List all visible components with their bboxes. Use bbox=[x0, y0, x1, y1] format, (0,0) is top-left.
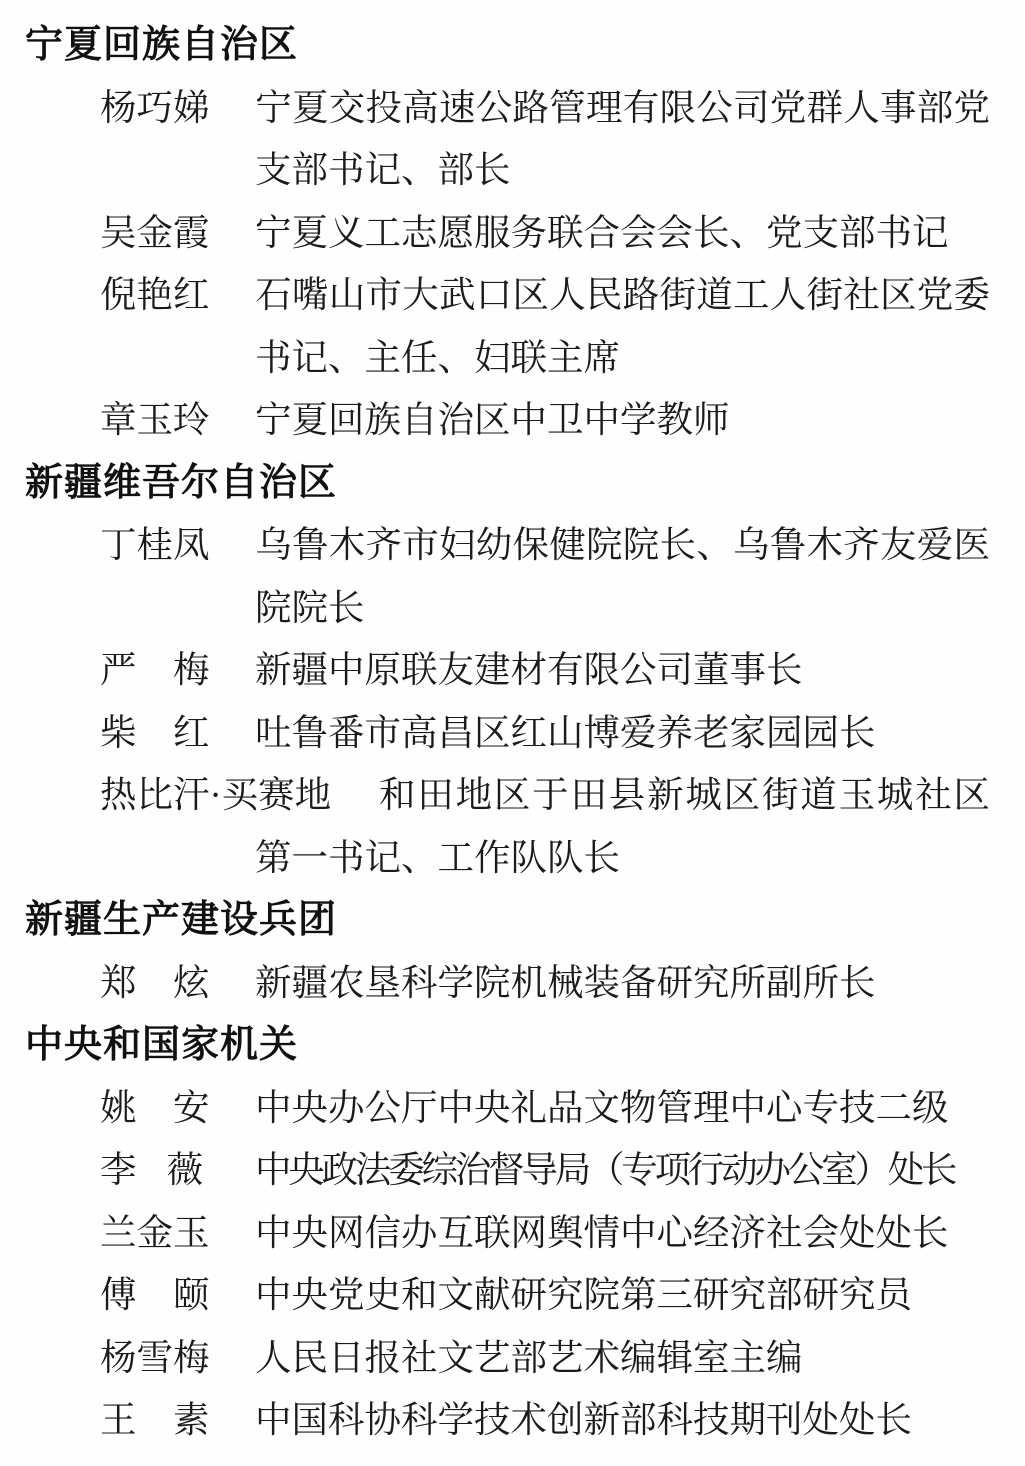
honoree-title: 乌鲁木齐市妇幼保健院院长、乌鲁木齐友爱医院院长 bbox=[255, 524, 990, 628]
honoree-entry bbox=[25, 702, 990, 765]
honoree-title: 吐鲁番市高昌区红山博爱养老家园园长 bbox=[255, 711, 876, 753]
honoree-title: 中央政法委综治督导局（专项行动办公室）处长 bbox=[255, 1149, 955, 1190]
honoree-entry bbox=[25, 1139, 990, 1202]
entry-list bbox=[25, 77, 990, 452]
honoree-name: 姚 安 bbox=[100, 1086, 210, 1128]
honoree-entry bbox=[25, 639, 990, 702]
honoree-entry bbox=[25, 1264, 990, 1327]
region-header: 新疆生产建设兵团 bbox=[25, 899, 338, 941]
region-header: 宁夏回族自治区 bbox=[25, 24, 299, 66]
honoree-entry bbox=[25, 264, 990, 389]
region-section bbox=[25, 14, 990, 452]
honoree-name: 杨雪梅 bbox=[100, 1336, 210, 1378]
region-section bbox=[25, 1014, 990, 1452]
honoree-title: 石嘴山市大武口区人民路街道工人街社区党委书记、主任、妇联主席 bbox=[255, 274, 990, 378]
region-header: 中央和国家机关 bbox=[25, 1024, 299, 1066]
honoree-name: 严 梅 bbox=[100, 649, 210, 690]
honoree-name: 柴 红 bbox=[100, 711, 210, 753]
honoree-name: 李 薇 bbox=[100, 1149, 200, 1190]
honoree-name: 傅 颐 bbox=[100, 1274, 210, 1315]
honoree-name: 热比汗·买赛地 bbox=[100, 774, 332, 815]
honoree-entry bbox=[25, 952, 990, 1015]
honoree-title: 人民日报社文艺部艺术编辑室主编 bbox=[255, 1336, 803, 1378]
honoree-name: 丁桂凤 bbox=[100, 524, 210, 565]
honoree-entry bbox=[25, 202, 990, 265]
honoree-entry bbox=[25, 1389, 990, 1452]
honoree-title: 新疆中原联友建材有限公司董事长 bbox=[255, 649, 803, 690]
region-header: 新疆维吾尔自治区 bbox=[25, 461, 338, 504]
honoree-entry bbox=[25, 764, 990, 889]
entry-list bbox=[25, 1077, 990, 1452]
honoree-entry bbox=[25, 77, 990, 202]
honoree-title: 宁夏交投高速公路管理有限公司党群人事部党支部书记、部长 bbox=[255, 86, 990, 190]
honoree-title: 中国科协科学技术创新部科技期刊处处长 bbox=[255, 1399, 912, 1440]
honoree-title: 中央办公厅中央礼品文物管理中心专技二级 bbox=[255, 1086, 949, 1128]
honoree-name: 倪艳红 bbox=[100, 274, 210, 315]
honoree-name: 章玉玲 bbox=[100, 399, 210, 440]
honoree-name: 吴金霞 bbox=[100, 211, 210, 253]
honoree-entry bbox=[25, 1327, 990, 1390]
section-list bbox=[25, 14, 990, 1452]
region-section bbox=[25, 889, 990, 1014]
honoree-entry bbox=[25, 514, 990, 639]
honoree-title: 宁夏义工志愿服务联合会会长、党支部书记 bbox=[255, 211, 949, 253]
honoree-name: 兰金玉 bbox=[100, 1211, 210, 1253]
honoree-name: 杨巧娣 bbox=[100, 86, 210, 128]
entry-list bbox=[25, 514, 990, 889]
entry-list bbox=[25, 952, 990, 1015]
honoree-title: 中央网信办互联网舆情中心经济社会处处长 bbox=[255, 1211, 949, 1253]
honoree-entry bbox=[25, 1202, 990, 1265]
honoree-title: 宁夏回族自治区中卫中学教师 bbox=[255, 399, 730, 440]
honoree-name: 王 素 bbox=[100, 1399, 210, 1440]
honoree-entry bbox=[25, 1077, 990, 1140]
region-section bbox=[25, 452, 990, 890]
honoree-entry bbox=[25, 389, 990, 452]
honoree-name: 郑 炫 bbox=[100, 961, 210, 1003]
honoree-title: 中央党史和文献研究院第三研究部研究员 bbox=[255, 1274, 912, 1315]
honoree-title: 新疆农垦科学院机械装备研究所副所长 bbox=[255, 961, 876, 1003]
honoree-title: 和田地区于田县新城区街道玉城社区第一书记、工作队队长 bbox=[255, 774, 990, 878]
